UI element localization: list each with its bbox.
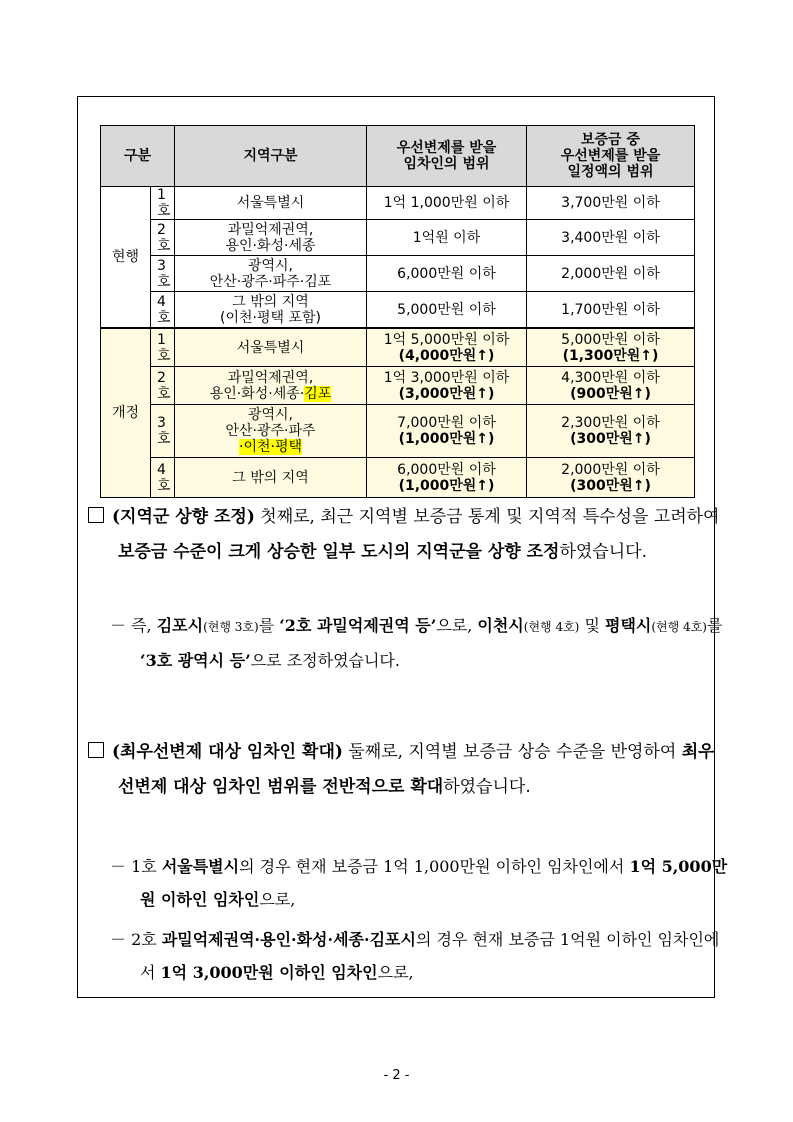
- text: 으로 조정하였습니다.: [250, 651, 400, 670]
- region-line: [175, 439, 366, 455]
- amount-increase: (300만원↑): [570, 477, 651, 494]
- row-number: 2호: [151, 367, 175, 405]
- row-number: 2호: [151, 220, 175, 256]
- row-number: 1호: [151, 328, 175, 367]
- text: 의 경우 현재 보증금 1억 1,000만원 이하인 임차인에서: [239, 857, 630, 876]
- dash: － 1호: [110, 857, 162, 876]
- row-tenant-range: [367, 405, 527, 458]
- amount-increase: (900만원↑): [570, 385, 651, 402]
- emphasis: ‘2호 과밀억제권역 등’: [279, 616, 437, 635]
- header-category: 구분: [101, 126, 175, 187]
- row-region: [175, 367, 367, 405]
- amount-value: 5,000만원 이하: [561, 331, 660, 348]
- amount-increase: (300만원↑): [570, 431, 651, 447]
- row-tenant-range: 6,000만원 이하: [367, 256, 527, 292]
- region-line: 광역시,: [247, 407, 294, 423]
- header-priority-amount: 보증금 중 우선변제를 받을 일정액의 범위: [527, 126, 695, 187]
- row-number: 1호: [151, 187, 175, 220]
- row-priority-amount: 3,700만원 이하: [527, 187, 695, 220]
- amount-value: 2,000만원 이하: [561, 461, 660, 478]
- text: 으로,: [259, 890, 296, 909]
- range-increase: (3,000만원↑): [398, 385, 495, 402]
- row-priority-amount: [527, 328, 695, 367]
- note: (현행 3호): [203, 620, 259, 634]
- section-title: (최우선변제 대상 임차인 확대): [112, 742, 343, 762]
- row-priority-amount: 3,400만원 이하: [527, 220, 695, 256]
- amount-increase: (1,300만원↑): [562, 347, 659, 364]
- region-line: 과밀억제권역,: [227, 369, 314, 386]
- text: 를: [706, 616, 723, 635]
- emphasis: 평택시: [605, 616, 652, 635]
- row-region: 과밀억제권역, 용인·화성·세종: [175, 220, 367, 256]
- emphasis: 1억 3,000만원 이하인 임차인: [160, 963, 378, 982]
- region-highlight: ·이천·평택: [239, 439, 302, 455]
- section-text: 둘째로, 지역별 보증금 상승 수준을 반영하여: [342, 742, 682, 762]
- row-priority-amount: [527, 458, 695, 498]
- emphasis: ‘3호 광역시 등’: [140, 651, 251, 670]
- note: (현행 4호): [651, 620, 707, 634]
- row-number: 3호: [151, 405, 175, 458]
- table-row: [101, 220, 695, 256]
- section-text: 하였습니다.: [559, 542, 647, 562]
- emphasis: 이천시: [477, 616, 524, 635]
- table-header-row: [101, 126, 695, 187]
- section-text: 첫째로, 최근 지역별 보증금 통계 및 지역적 특수성을 고려하여: [254, 507, 720, 527]
- row-tenant-range: 1억 1,000만원 이하: [367, 187, 527, 220]
- emphasis: 서울특별시: [161, 857, 240, 876]
- text: 를: [258, 616, 280, 635]
- row-tenant-range: [367, 458, 527, 498]
- checkbox-bullet-icon: [88, 742, 104, 758]
- table-row: [101, 256, 695, 292]
- row-tenant-range: 5,000만원 이하: [367, 292, 527, 329]
- text: 의 경우 현재 보증금 1억원 이하인 임차인에서: [140, 930, 720, 982]
- row-region: 그 밖의 지역 (이천·평택 포함): [175, 292, 367, 329]
- row-tenant-range: [367, 367, 527, 405]
- subitem-seoul: [110, 850, 732, 916]
- amount-value: 2,300만원 이하: [561, 415, 660, 431]
- section-emphasis: 보증금 수준이 크게 상승한 일부 도시의 지역군을 상향 조정: [118, 542, 560, 562]
- dash: － 즉,: [110, 616, 157, 635]
- range-increase: (4,000만원↑): [398, 347, 495, 364]
- row-priority-amount: 2,000만원 이하: [527, 256, 695, 292]
- row-tenant-range: [367, 328, 527, 367]
- section-emphasis: 최우선변제 대상 임차인 범위를 전반적으로 확대: [118, 742, 715, 797]
- text: 으로,: [436, 616, 478, 635]
- current-group-label: 현행: [101, 187, 151, 329]
- row-region: 서울특별시: [175, 328, 367, 367]
- row-priority-amount: 1,700만원 이하: [527, 292, 695, 329]
- range-increase: (1,000만원↑): [398, 431, 495, 447]
- region-line: [175, 386, 366, 402]
- emphasis: 과밀억제권역·용인·화성·세종·김포시: [161, 930, 416, 949]
- range-value: 7,000만원 이하: [397, 415, 496, 431]
- region-line: 안산·광주·파주: [225, 423, 316, 439]
- section-region-adjustment: [88, 500, 728, 570]
- note: (현행 4호): [523, 620, 580, 634]
- table-row: [101, 187, 695, 220]
- row-priority-amount: [527, 405, 695, 458]
- table-row: [101, 458, 695, 498]
- text: 으로,: [377, 963, 414, 982]
- range-increase: (1,000만원↑): [398, 477, 495, 494]
- range-value: 1억 3,000만원 이하: [383, 369, 510, 386]
- row-region: 서울특별시: [175, 187, 367, 220]
- page-number: - 2 -: [383, 1068, 410, 1083]
- row-priority-amount: [527, 367, 695, 405]
- region-highlight: 김포: [304, 385, 332, 402]
- dash: － 2호: [110, 930, 162, 949]
- row-region: 광역시, 안산·광주·파주·김포: [175, 256, 367, 292]
- checkbox-bullet-icon: [88, 507, 104, 523]
- subitem-overcrowded-area: [110, 923, 732, 989]
- table-row: [101, 405, 695, 458]
- header-tenant-range: 우선변제를 받을 임차인의 범위: [367, 126, 527, 187]
- subitem-region-change: [110, 609, 732, 677]
- table-row: [101, 367, 695, 405]
- deposit-region-table: [100, 125, 695, 498]
- range-value: 6,000만원 이하: [397, 461, 496, 478]
- revised-group-label: 개정: [101, 328, 151, 498]
- text: 및: [579, 616, 605, 635]
- region-text: 용인·화성·세종·: [209, 385, 305, 402]
- row-region: 그 밖의 지역: [175, 458, 367, 498]
- table-row: [101, 328, 695, 367]
- range-value: 1억 5,000만원 이하: [383, 331, 510, 348]
- section-title: (지역군 상향 조정): [112, 507, 255, 527]
- table-row: [101, 292, 695, 329]
- emphasis: 1억 5,000만원 이하인 임차인: [140, 857, 728, 909]
- row-number: 4호: [151, 292, 175, 329]
- row-number: 3호: [151, 256, 175, 292]
- section-tenant-expansion: [88, 735, 728, 805]
- header-region: 지역구분: [175, 126, 367, 187]
- amount-value: 4,300만원 이하: [561, 369, 660, 386]
- row-region: [175, 405, 367, 458]
- row-number: 4호: [151, 458, 175, 498]
- section-text: 하였습니다.: [443, 777, 531, 797]
- row-tenant-range: 1억원 이하: [367, 220, 527, 256]
- emphasis: 김포시: [156, 616, 204, 635]
